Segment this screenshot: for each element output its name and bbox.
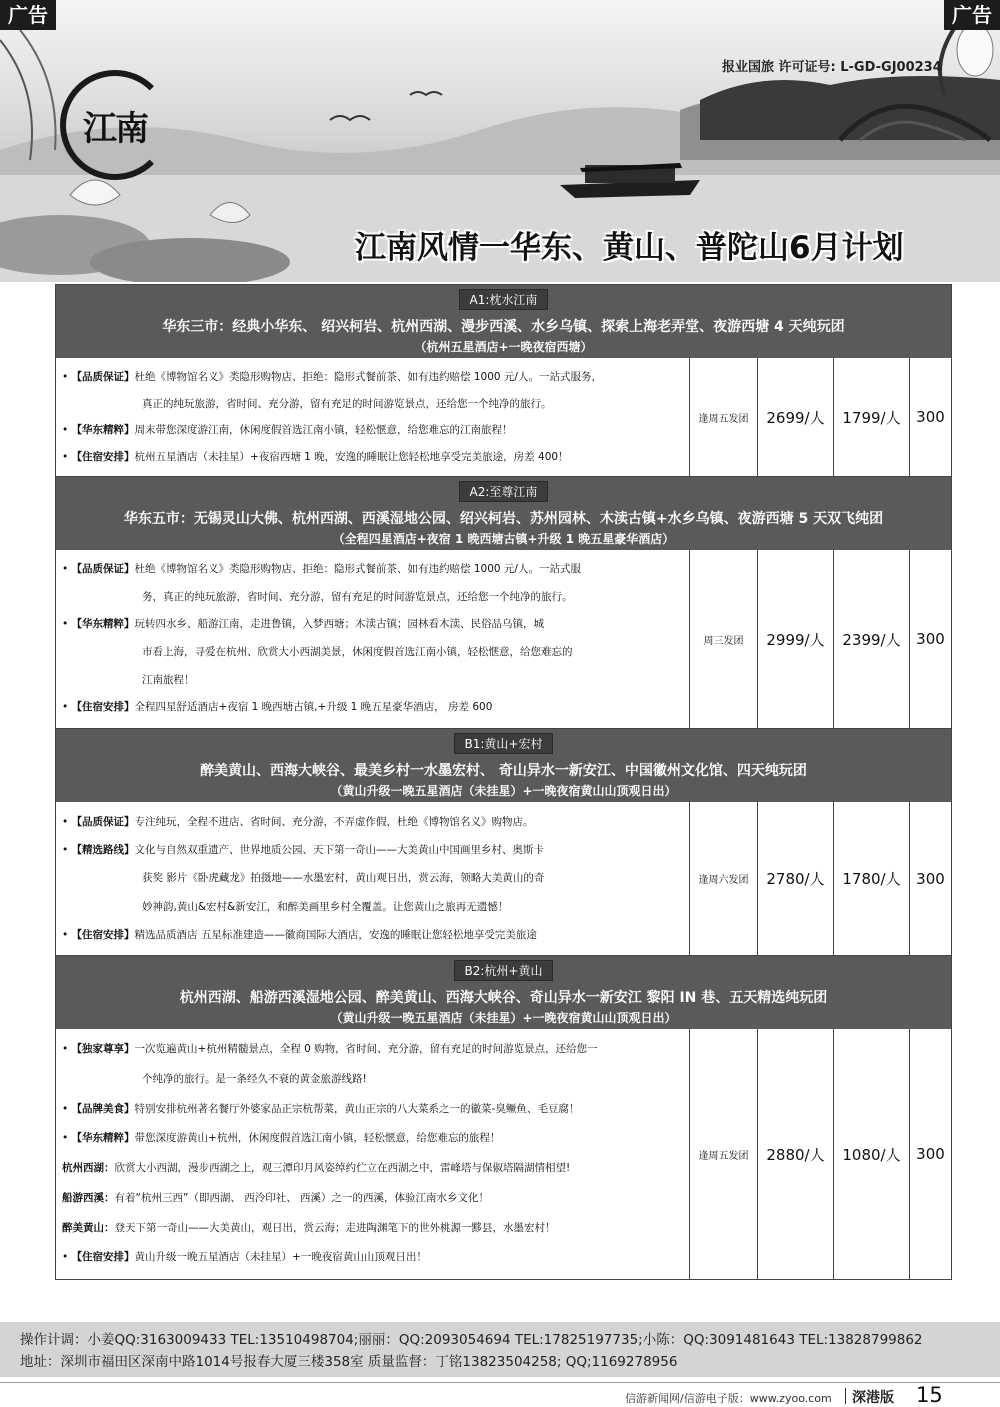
- route-code: A1:枕水江南: [459, 289, 549, 310]
- detail-item: [62, 1184, 681, 1214]
- price-adult: 2999/人: [757, 550, 833, 728]
- footer-website: 信游新闻网/信游电子版：www.zyoo.com: [625, 1392, 832, 1405]
- detail-text: 欣赏大小西湖，漫步西湖之上，观三潭印月风姿绰约伫立在西湖之中，雷峰塔与保俶塔隔湖情相望!: [114, 1162, 571, 1174]
- page-footer: [0, 1382, 1000, 1407]
- route-details: [56, 550, 689, 728]
- route-details: [56, 358, 689, 476]
- section-header: [56, 477, 951, 550]
- brand-logo: [60, 70, 170, 180]
- logo-text: 江南: [83, 108, 147, 149]
- detail-text: 特别安排杭州著名餐厅外婆家品正宗杭帮菜，黄山正宗的八大菜系之一的徽菜-臭鳜鱼、毛豆腐！: [134, 1102, 580, 1115]
- detail-tag: 船游西溪：: [62, 1191, 115, 1204]
- price-child: 1080/人: [833, 1029, 909, 1279]
- route-subtitle: （杭州五星酒店+一晚夜宿西塘）: [414, 340, 593, 354]
- detail-text: 获奖 影片《卧虎藏龙》拍摄地——水墨宏村，黄山观日出，赏云海，领略大美黄山的奇: [142, 872, 545, 885]
- route-subtitle: （黄山升级一晚五星酒店（未挂星）+一晚夜宿黄山山顶观日出）: [330, 1011, 677, 1025]
- detail-text: 登天下第一奇山——大美黄山，观日出，赏云海；走进陶渊笔下的世外桃源一黟县，水墨宏村！: [114, 1221, 556, 1234]
- product-section: [56, 729, 951, 956]
- detail-text: 个纯净的旅行。是一条经久不衰的黄金旅游线路!: [142, 1072, 367, 1085]
- detail-tag: 杭州西湖：: [62, 1162, 115, 1174]
- section-body: [56, 802, 951, 955]
- detail-item: • 【住宿安排】全程四星舒适酒店+夜宿 1 晚西塘古镇,+升级 1 晚五星豪华酒店， 房差 600: [62, 701, 493, 714]
- detail-text: 江南旅程！: [142, 673, 195, 686]
- detail-text: 有着“杭州三西”（即西湖、 西泠印社、 西溪）之一的西溪，体验江南水乡文化！: [114, 1191, 490, 1204]
- address-line: 地址：深圳市福田区深南中路1014号报春大厦三楼358室 质量监督：丁铭13823504258; QQ;1169278956: [20, 1354, 678, 1370]
- price-child: 1799/人: [833, 358, 909, 476]
- detail-tag: 【华东精粹】: [71, 618, 135, 631]
- departure-day: 周三发团: [689, 550, 757, 728]
- detail-item: • 【品质保证】专注纯玩，全程不进店、省时间、充分游，不弄虚作假，杜绝《博物馆名义》购物店。: [62, 816, 534, 828]
- detail-tag: 【精选路线】: [71, 844, 135, 857]
- route-title: 华东五市：无锡灵山大佛、杭州西湖、西溪湿地公园、绍兴柯岩、苏州园林、木渎古镇+水乡乌镇、夜游西塘 5 天双飞纯团: [123, 511, 884, 527]
- product-section: [56, 477, 951, 729]
- single-supplement: 300: [909, 802, 951, 955]
- detail-text: 杜绝《博物馆名义》类隐形购物店、拒绝：隐形式餐前茶、如有违约赔偿 1000 元/人。一站式服: [134, 563, 581, 575]
- detail-tag: 【独家尊享】: [71, 1043, 135, 1055]
- detail-tag: 【住宿安排】: [71, 450, 135, 463]
- route-title: 华东三市：经典小华东、 绍兴柯岩、杭州西湖、漫步西溪、水乡乌镇、探索上海老弄堂、夜游西塘 4 天纯玩团: [162, 319, 845, 335]
- operators-contact: 操作计调：小姜QQ:3163009433 TEL:13510498704;丽丽：QQ:2093054694 TEL:17825197735;小陈：QQ:3091481643 TEL:13828799862: [20, 1332, 923, 1348]
- detail-tag: 醉美黄山：: [62, 1221, 115, 1234]
- ad-label-left: 广告: [0, 0, 56, 30]
- detail-text: 文化与自然双重遗产、世界地质公园、天下第一奇山——大美黄山中国画里乡村、奥斯卡: [134, 844, 545, 857]
- price-adult: 2699/人: [757, 358, 833, 476]
- section-body: [56, 358, 951, 476]
- single-supplement: 300: [909, 1029, 951, 1279]
- detail-tag: 【华东精粹】: [71, 1132, 135, 1145]
- route-title: 杭州西湖、船游西溪湿地公园、醉美黄山、西海大峡谷、奇山异水一新安江 黎阳 IN 巷、五天精选纯玩团: [179, 990, 828, 1006]
- section-header: [56, 285, 951, 358]
- product-table: [55, 284, 952, 1280]
- detail-tag: 【品质保证】: [71, 563, 135, 575]
- detail-tag: 【品质保证】: [71, 371, 135, 383]
- detail-text: 全程四星舒适酒店+夜宿 1 晚西塘古镇,+升级 1 晚五星豪华酒店， 房差 600: [134, 701, 493, 714]
- detail-text: 杜绝《博物馆名义》类隐形购物店、拒绝：隐形式餐前茶、如有违约赔偿 1000 元/人。一站式服务，: [134, 371, 602, 383]
- detail-text: 妙神韵,黄山&宏村&新安江，和醉美画里乡村全覆盖。让您黄山之旅再无遗憾！: [142, 900, 509, 913]
- route-details: [56, 802, 689, 955]
- detail-item: • 【独家尊享】一次览遍黄山+杭州精髓景点，全程 0 购物，省时间、充分游，留有充足的时间游览景点，还给您一 个纯净的旅行。是一条经久不衰的黄金旅游线路!: [62, 1043, 598, 1085]
- detail-item: • 【精选路线】文化与自然双重遗产、世界地质公园、天下第一奇山——大美黄山中国画里乡村、奥斯卡 获奖 影片《卧虎藏龙》拍摄地——水墨宏村，黄山观日出，赏云海，领略大美黄山的奇 妙神韵,黄山&宏村&新安江，和醉美画里乡村全覆盖。让您黄山之旅再无遗憾！: [62, 844, 545, 913]
- detail-tag: 【品质保证】: [71, 816, 135, 828]
- detail-item: [62, 1154, 681, 1184]
- detail-item: • 【华东精粹】周末带您深度游江南，休闲度假首选江南小镇，轻松惬意，给您难忘的江南旅程！: [62, 424, 513, 436]
- section-body: [56, 550, 951, 728]
- departure-day: 逢周六发团: [689, 802, 757, 955]
- banner: [0, 0, 1000, 282]
- contact-bar: [0, 1322, 1000, 1377]
- detail-text: 周末带您深度游江南，休闲度假首选江南小镇，轻松惬意，给您难忘的江南旅程！: [134, 424, 513, 436]
- ad-label-right: 广告: [944, 0, 1000, 30]
- detail-text: 黄山升级一晚五星酒店（未挂星）+一晚夜宿黄山山顶观日出！: [134, 1251, 427, 1264]
- product-section: [56, 285, 951, 477]
- section-header: [56, 729, 951, 802]
- detail-item: • 【品质保证】杜绝《博物馆名义》类隐形购物店、拒绝：隐形式餐前茶、如有违约赔偿 1000 元/人。一站式服 务，真正的纯玩旅游，省时间、充分游，留有充足的时间游览景点，还给您一个纯净的旅行。: [62, 563, 581, 603]
- section-header: [56, 956, 951, 1029]
- detail-text: 真正的纯玩旅游，省时间、充分游，留有充足的时间游览景点，还给您一个纯净的旅行。: [142, 397, 552, 410]
- price-child: 1780/人: [833, 802, 909, 955]
- detail-tag: 【住宿安排】: [71, 1251, 135, 1264]
- departure-day: 逢周五发团: [689, 1029, 757, 1279]
- footer-separator: [845, 1388, 846, 1404]
- price-adult: 2880/人: [757, 1029, 833, 1279]
- detail-text: 精选品质酒店 五星标准建造——徽商国际大酒店，安逸的睡眠让您轻松地享受完美旅途: [134, 928, 537, 941]
- detail-text: 市看上海，寻爱在杭州、欣赏大小西湖美景，休闲度假首选江南小镇，轻松惬意，给您难忘的: [142, 645, 573, 658]
- route-code: A2:至尊江南: [459, 481, 549, 502]
- single-supplement: 300: [909, 358, 951, 476]
- route-subtitle: （全程四星酒店+夜宿 1 晚西塘古镇+升级 1 晚五星豪华酒店）: [332, 532, 675, 546]
- departure-day: 逢周五发团: [689, 358, 757, 476]
- detail-item: • 【住宿安排】精选品质酒店 五星标准建造——徽商国际大酒店，安逸的睡眠让您轻松地享受完美旅途: [62, 928, 537, 941]
- route-title: 醉美黄山、西海大峡谷、最美乡村一水墨宏村、 奇山异水一新安江、中国徽州文化馆、四天纯玩团: [200, 763, 807, 779]
- detail-text: 玩转四水乡、船游江南，走进鲁镇，入梦西塘；木渎古镇；园林看木渎、民俗品乌镇，城: [134, 618, 545, 631]
- price-adult: 2780/人: [757, 802, 833, 955]
- single-supplement: 300: [909, 550, 951, 728]
- route-details: [56, 1029, 689, 1279]
- detail-item: • 【住宿安排】杭州五星酒店（未挂星）+夜宿西塘 1 晚，安逸的睡眠让您轻松地享受完美旅途，房差 400！: [62, 450, 569, 463]
- section-body: [56, 1029, 951, 1279]
- footer-divider: [0, 1382, 1000, 1383]
- detail-item: • 【华东精粹】带您深度游黄山+杭州，休闲度假首选江南小镇，轻松惬意，给您难忘的旅程！: [62, 1132, 501, 1145]
- detail-text: 带您深度游黄山+杭州，休闲度假首选江南小镇，轻松惬意，给您难忘的旅程！: [134, 1132, 501, 1145]
- route-code: B1:黄山+宏村: [454, 733, 554, 754]
- license-number: 报业国旅 许可证号: L-GD-GJ00234: [722, 60, 942, 75]
- page-title: 江南风情一华东、黄山、普陀山6月计划: [355, 230, 904, 266]
- detail-tag: 【住宿安排】: [71, 701, 135, 714]
- price-child: 2399/人: [833, 550, 909, 728]
- detail-text: 专注纯玩，全程不进店、省时间、充分游，不弄虚作假，杜绝《博物馆名义》购物店。: [134, 816, 534, 828]
- detail-item: • 【华东精粹】玩转四水乡、船游江南，走进鲁镇，入梦西塘；木渎古镇；园林看木渎、民俗品乌镇，城 市看上海，寻爱在杭州、欣赏大小西湖美景，休闲度假首选江南小镇，轻松惬意，给您难忘的 江南旅程！: [62, 618, 573, 686]
- detail-text: 务，真正的纯玩旅游，省时间、充分游，留有充足的时间游览景点，还给您一个纯净的旅行。: [142, 590, 573, 603]
- detail-item: • 【品牌美食】特别安排杭州著名餐厅外婆家品正宗杭帮菜，黄山正宗的八大菜系之一的徽菜-臭鳜鱼、毛豆腐！: [62, 1102, 580, 1115]
- detail-text: 杭州五星酒店（未挂星）+夜宿西塘 1 晚，安逸的睡眠让您轻松地享受完美旅途，房差 400！: [134, 450, 569, 463]
- detail-item: • 【住宿安排】黄山升级一晚五星酒店（未挂星）+一晚夜宿黄山山顶观日出！: [62, 1251, 427, 1264]
- detail-tag: 【住宿安排】: [71, 928, 135, 941]
- detail-tag: 【品牌美食】: [71, 1102, 135, 1115]
- detail-item: • 【品质保证】杜绝《博物馆名义》类隐形购物店、拒绝：隐形式餐前茶、如有违约赔偿 1000 元/人。一站式服务， 真正的纯玩旅游，省时间、充分游，留有充足的时间游览景点，还给您一个纯净的旅行。: [62, 371, 602, 410]
- footer-edition: 深港版: [852, 1390, 894, 1406]
- product-section: [56, 956, 951, 1279]
- route-subtitle: （黄山升级一晚五星酒店（未挂星）+一晚夜宿黄山山顶观日出）: [330, 784, 677, 798]
- route-code: B2:杭州+黄山: [454, 960, 554, 981]
- detail-item: [62, 1214, 681, 1244]
- detail-text: 一次览遍黄山+杭州精髓景点，全程 0 购物，省时间、充分游，留有充足的时间游览景点，还给您一: [134, 1043, 598, 1055]
- page-number: 15: [916, 1383, 943, 1407]
- detail-tag: 【华东精粹】: [71, 424, 135, 436]
